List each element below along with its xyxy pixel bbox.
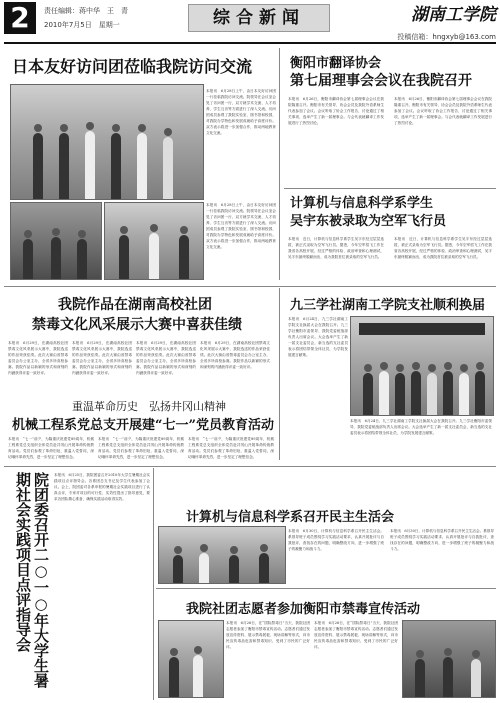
anti-drug-body-2: 本报讯 6月29日，在湖南高校社团禁毒文化风采展示大赛中，我院选送的作品荣获佳绩。此次大赛由省禁毒委员会办公室主办，全省多所高校参赛。我院作品以新颖的形式和深刻的内涵获得评委一致好评。 [72,341,132,375]
classroom-photo [158,526,286,584]
newspaper-brand [390,2,496,28]
column-divider [153,468,154,700]
practice-vertical-headline: 院团委召开二○一○年大学生暑期社会实践项目点评指导会 [14,472,50,688]
translation-headline-1: 衡阳市翻译协会 [290,56,382,71]
party-headline: 机械工程系党总支开展建“七一”党员教育活动 [12,418,274,433]
pilot-headline-2: 吴宇东被录取为空军飞行员 [290,214,447,229]
pilot-body-2: 本报讯 近日，计算机与信息科学系学生吴宇东经过层层选拔，被正式录取为空军飞行员。据悉，今年空军招飞工作在我省各高校开展，经过严格的体检、政治审查和心理测试，吴宇东最终脱颖而出，成为我院首位被录取的空军飞行员。 [394,237,492,259]
pilot-body-1: 本报讯 近日，计算机与信息科学系学生吴宇东经过层层选拔，被正式录取为空军飞行员。据悉，今年空军招飞工作在我省各高校开展，经过严格的体检、政治审查和心理测试，吴宇东最终脱颖而出，成为我院首位被录取的空军飞行员。 [288,237,384,259]
pilot-headline-1: 计算机与信息科学系学生 [290,196,434,211]
translation-body-2: 本报讯 6月26日，衡阳市翻译协会第七届理事会会议在我院隆重召开。衡阳市有关领导、协会会员及我院外语系师生代表参加了会议。会议听取了协会工作报告，讨论通过了相关事项，选举产生了新一届理事会。与会代表就翻译工作发展进行了热烈讨论。 [394,97,492,125]
translation-headline-2: 第七届理事会会议在我院召开 [290,73,472,89]
volunteer-photo-1 [158,620,224,698]
volunteer-body-1: 本报讯 6月26日，在“国际禁毒日”当天，我院社团志愿者参加了衡阳市禁毒宣传活动。志愿者们通过发放宣传资料、展示禁毒展板、现场讲解等形式，向市民宣传毒品危害和禁毒知识，受到了市民的广泛好评。 [226,621,310,649]
anti-drug-body-3: 本报讯 6月29日，在湖南高校社团禁毒文化风采展示大赛中，我院选送的作品荣获佳绩。此次大赛由省禁毒委员会办公室主办，全省多所高校参赛。我院作品以新颖的形式和深刻的内涵获得评委一致好评。 [136,341,196,375]
volunteer-body-2: 本报讯 6月26日，在“国际禁毒日”当天，我院社团志愿者参加了衡阳市禁毒宣传活动。志愿者们通过发放宣传资料、展示禁毒展板、现场讲解等形式，向市民宣传毒品危害和禁毒知识，受到了市民的广泛好评。 [314,621,398,649]
japan-headline: 日本友好访问团莅临我院访问交流 [12,57,253,76]
party-body-2: 本报讯 “七一”前夕，为隆重庆祝建党89周年，机械工程系党总支组织全体党员赴井冈山开展革命传统教育活动。党员们参观了革命旧址，重温入党誓词，深切缅怀革命先烈，进一步坚定了理想信念。 [98,437,184,459]
column-divider [279,48,280,280]
contact-email: 投稿信箱：hngxyb@163.com [397,33,496,41]
editor-credit: 责任编辑：蒋中华 王 青 [44,7,128,15]
anti-drug-body-1: 本报讯 6月29日，在湖南高校社团禁毒文化风采展示大赛中，我院选送的作品荣获佳绩。此次大赛由省禁毒委员会办公室主办，全省多所高校参赛。我院作品以新颖的形式和深刻的内涵获得评委一致好评。 [8,341,68,375]
issue-date: 2010年7月5日 星期一 [44,21,120,29]
volunteer-photo-2 [402,620,496,698]
japan-body-2: 本报讯 6月28日上午，由日本友好访问团一行莅临我院访问交流。院领导在会议室会见了访问团一行，双方就学术交流、人才培养、学生互访等方面进行了深入交流。访问团成员参观了我院实验室、图书馆和校园，对我院办学特色和发展成就给予高度评价。双方表示将进一步加强合作，推动两地教育文化交流。 [206,203,276,249]
party-body-3: 本报讯 “七一”前夕，为隆重庆祝建党89周年，机械工程系党总支组织全体党员赴井冈山开展革命传统教育活动。党员们参观了革命旧址，重温入党誓词，深切缅怀革命先烈，进一步坚定了理想信念。 [188,437,274,459]
cpc-body-1: 本报讯 6月30日，计算机与信息科学系召开民主生活会。系领导班子成员围绕学习实践活动要求，认真开展批评与自我批评，查找存在的问题，明确整改方向，进一步增强了班子的凝聚力和战斗力。 [288,529,384,551]
anti-drug-body-4: 本报讯 6月29日，在湖南高校社团禁毒文化风采展示大赛中，我院选送的作品荣获佳绩。此次大赛由省禁毒委员会办公室主办，全省多所高校参赛。我院作品以新颖的形式和深刻的内涵获得评委一致好评。 [200,341,270,369]
jiusan-headline: 九三学社湖南工学院支社顺利换届 [290,298,486,313]
section-divider [4,466,496,467]
anti-drug-headline-1: 我院作品在湖南高校社团 [58,297,212,313]
party-kicker: 重温革命历史 弘扬井冈山精神 [72,400,226,413]
volunteer-headline: 我院社团志愿者参加衡阳市禁毒宣传活动 [186,602,421,617]
meeting-photo-2 [104,202,204,280]
section-divider [284,188,496,189]
meeting-photo-1 [10,202,102,280]
section-divider [4,286,496,287]
section-title: 综合新闻 [188,4,330,32]
jiusan-group-photo [350,316,494,416]
section-divider [156,588,496,589]
delegation-photo [10,84,204,200]
party-body-1: 本报讯 “七一”前夕，为隆重庆祝建党89周年，机械工程系党总支组织全体党员赴井冈山开展革命传统教育活动。党员们参观了革命旧址，重温入党誓词，深切缅怀革命先烈，进一步坚定了理想信念。 [8,437,94,459]
jiusan-body-2: 本报讯 6月24日，九三学社湖南工学院支社换届大会在我院召开。九三学社衡阳市委领导、我院党委统战部负责人出席会议。大会选举产生了新一届支社委员会，新当选的支社委员表示将团结带领全体社员，为学院发展建言献策。 [350,419,492,435]
jiusan-body: 本报讯 6月24日，九三学社湖南工学院支社换届大会在我院召开。九三学社衡阳市委领导、我院党委统战部负责人出席会议。大会选举产生了新一届支社委员会，新当选的支社委员表示将团结带领全体社员，为学院发展建言献策。 [288,317,348,357]
anti-drug-headline-2: 禁毒文化风采展示大赛中喜获佳绩 [32,317,242,333]
japan-body-1: 本报讯 6月28日上午，由日本友好访问团一行莅临我院访问交流。院领导在会议室会见了访问团一行，双方就学术交流、人才培养、学生互访等方面进行了深入交流。访问团成员参观了我院实验室、图书馆和校园，对我院办学特色和发展成就给予高度评价。双方表示将进一步加强合作，推动两地教育文化交流。 [206,89,276,135]
cpc-headline: 计算机与信息科学系召开民主生活会 [186,510,395,525]
translation-body-1: 本报讯 6月26日，衡阳市翻译协会第七届理事会会议在我院隆重召开。衡阳市有关领导、协会会员及我院外语系师生代表参加了会议。会议听取了协会工作报告，讨论通过了相关事项，选举产生了新一届理事会。与会代表就翻译工作发展进行了热烈讨论。 [288,97,384,125]
header-rule [4,42,496,44]
practice-body-1: 本报讯 6月25日，我院团委召开2010年大学生暑期社会实践项目点评指导会。各系团总支书记及学生代表参加了会议。会上，院团委对各系申报的暑期社会实践项目进行了认真点评，专家对项目的可行性、实效性提出了指导意见，要求各团队精心准备，确保实践活动取得实效。 [54,473,150,501]
calligraphy-logo-icon: 湖南工学院 [411,5,496,25]
column-divider [279,288,280,460]
page-number: 2 [4,2,36,34]
cpc-body-2: 本报讯 6月30日，计算机与信息科学系召开民主生活会。系领导班子成员围绕学习实践活动要求，认真开展批评与自我批评，查找存在的问题，明确整改方向，进一步增强了班子的凝聚力和战斗力。 [390,529,494,551]
